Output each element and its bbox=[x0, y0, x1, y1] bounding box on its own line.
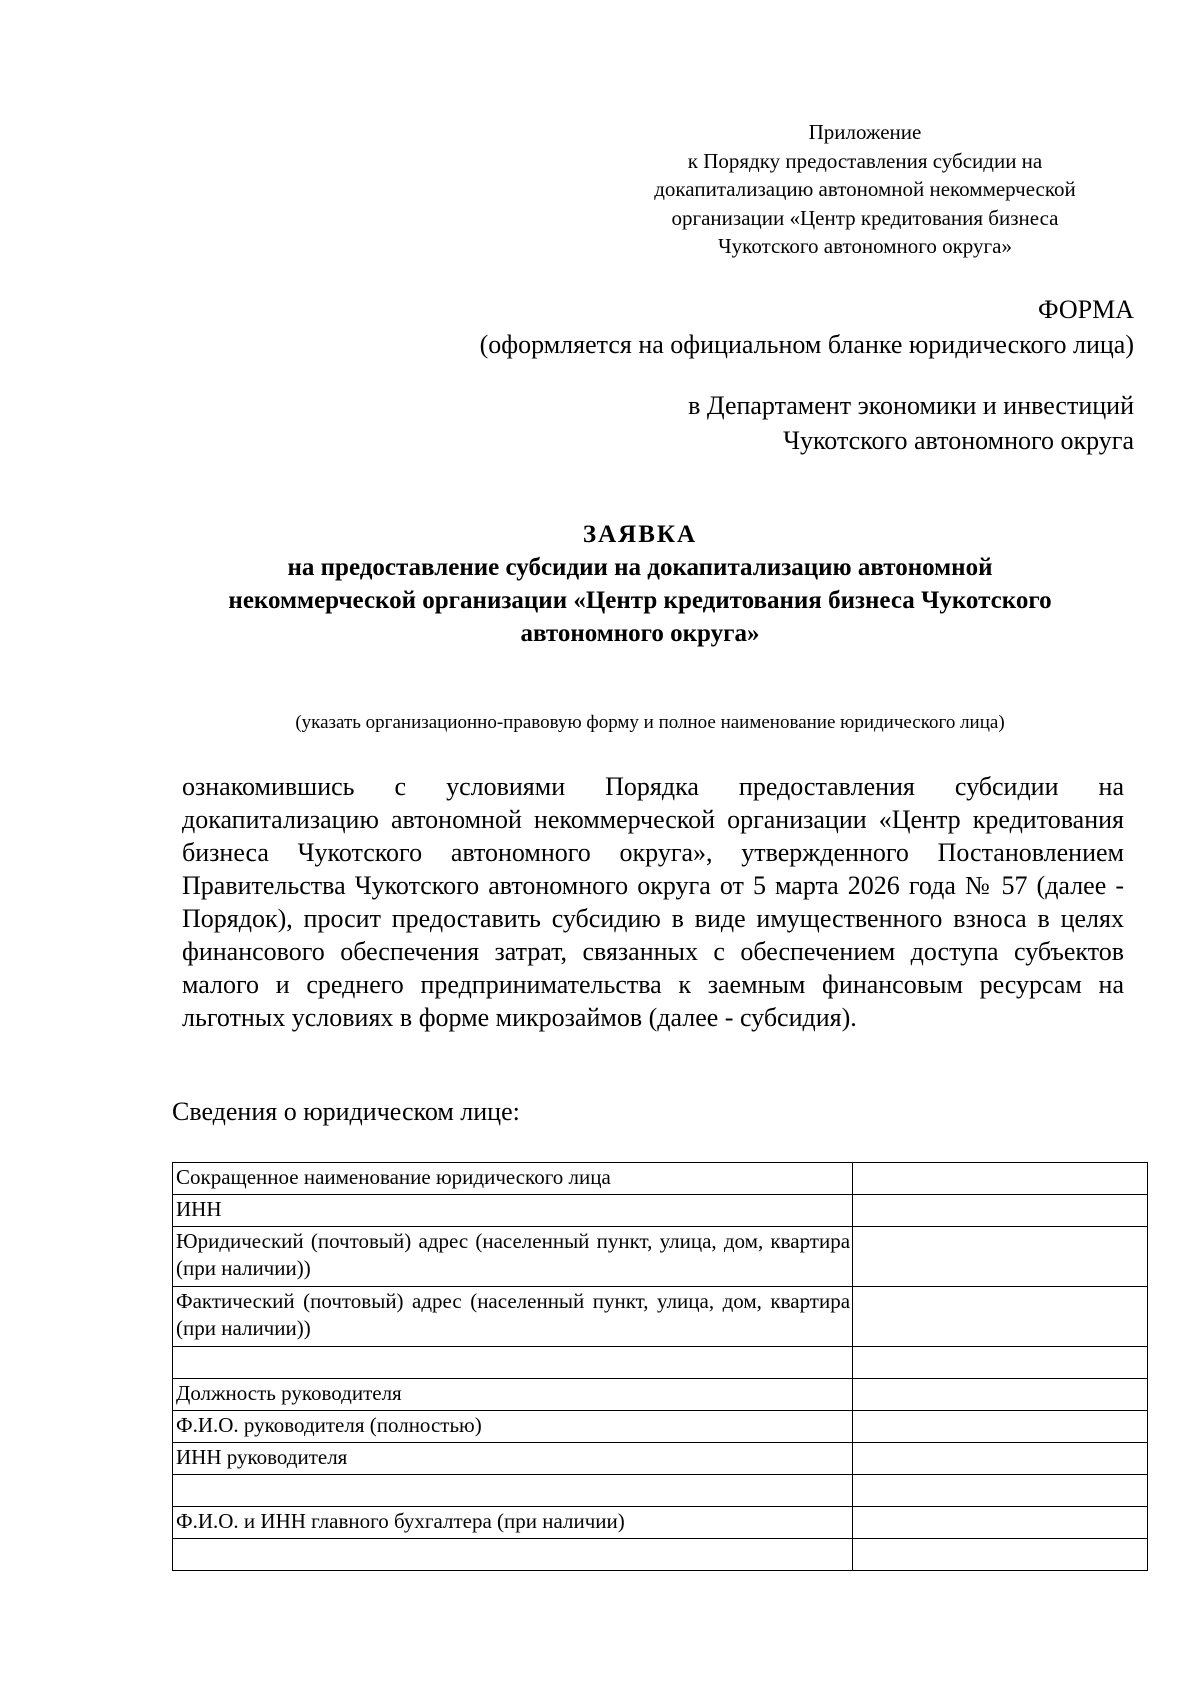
table-row bbox=[173, 1507, 1148, 1539]
row-value-field[interactable] bbox=[853, 1539, 1148, 1571]
row-label: Фактический (почтовый) адрес (населенный пункт, улица, дом, квартира (при наличии)) bbox=[173, 1287, 853, 1347]
table-row bbox=[173, 1379, 1148, 1411]
appendix-line: Чукотского автономного округа» bbox=[718, 234, 1012, 258]
row-label: ИНН bbox=[173, 1195, 853, 1227]
row-value-field[interactable] bbox=[853, 1475, 1148, 1507]
row-value-field[interactable] bbox=[853, 1163, 1148, 1195]
row-label: Юридический (почтовый) адрес (населенный пункт, улица, дом, квартира (при наличии)) bbox=[173, 1227, 853, 1287]
addressee-line: в Департамент экономики и инвестиций bbox=[688, 391, 1134, 420]
table-row bbox=[173, 1347, 1148, 1379]
application-body-text: ознакомившись с условиями Порядка предоставления субсидии на докапитализацию автономной некоммерческой организации «Центр кредитования бизнеса Чукотского автономного округа», утвержденного Постановлением Правительства Чукотского автономного округа от 5 марта 2026 года № 57 (далее - Порядок), просит предоставить субсидию в виде имущественного взноса в целях финансового обеспечения затрат, связанных с обеспечением доступа субъектов малого и среднего предпринимательства к заемным финансовым ресурсам на льготных условиях в форме микрозаймов (далее - субсидия). bbox=[182, 772, 1124, 1032]
row-label: Сокращенное наименование юридического лица bbox=[173, 1163, 853, 1195]
row-value-field[interactable] bbox=[853, 1411, 1148, 1443]
document-title bbox=[150, 518, 1130, 650]
row-value-field[interactable] bbox=[853, 1195, 1148, 1227]
row-label: ИНН руководителя bbox=[173, 1443, 853, 1475]
row-value-field[interactable] bbox=[853, 1443, 1148, 1475]
row-value-field[interactable] bbox=[853, 1227, 1148, 1287]
addressee-line: Чукотского автономного округа bbox=[783, 426, 1134, 455]
table-row bbox=[173, 1227, 1148, 1287]
form-label: ФОРМА bbox=[1038, 295, 1134, 324]
row-label bbox=[173, 1347, 853, 1379]
title-line: на предоставление субсидии на докапитализацию автономной bbox=[287, 554, 993, 581]
entity-name-hint: (указать организационно-правовую форму и полное наименование юридического лица) bbox=[295, 712, 1005, 733]
row-label: Должность руководителя bbox=[173, 1379, 853, 1411]
row-value-field[interactable] bbox=[853, 1347, 1148, 1379]
row-value-field[interactable] bbox=[853, 1507, 1148, 1539]
table-row bbox=[173, 1163, 1148, 1195]
addressee-block bbox=[688, 388, 1134, 458]
row-value-field[interactable] bbox=[853, 1287, 1148, 1347]
appendix-line: докапитализацию автономной некоммерческой bbox=[654, 177, 1076, 201]
appendix-line: к Порядку предоставления субсидии на bbox=[687, 148, 1043, 173]
title-line: автономного округа» bbox=[520, 620, 760, 647]
row-label: Ф.И.О. руководителя (полностью) bbox=[173, 1411, 853, 1443]
title-line: некоммерческой организации «Центр кредитования бизнеса Чукотского bbox=[228, 587, 1052, 614]
row-value-field[interactable] bbox=[853, 1379, 1148, 1411]
form-note: (оформляется на официальном бланке юридического лица) bbox=[479, 330, 1134, 359]
row-label bbox=[173, 1475, 853, 1507]
row-label: Ф.И.О. и ИНН главного бухгалтера (при наличии) bbox=[173, 1507, 853, 1539]
table-row bbox=[173, 1539, 1148, 1571]
appendix-line: организации «Центр кредитования бизнеса bbox=[671, 205, 1059, 230]
table-row bbox=[173, 1287, 1148, 1347]
title-main: ЗАЯВКА bbox=[582, 521, 698, 548]
table-row bbox=[173, 1475, 1148, 1507]
table-row bbox=[173, 1443, 1148, 1475]
table-row bbox=[173, 1195, 1148, 1227]
form-label-block bbox=[480, 292, 1134, 362]
appendix-line: Приложение bbox=[808, 120, 922, 144]
appendix-header bbox=[600, 118, 1130, 261]
section-heading: Сведения о юридическом лице: bbox=[172, 1097, 520, 1126]
row-label bbox=[173, 1539, 853, 1571]
legal-entity-info-table bbox=[172, 1162, 1148, 1571]
table-row bbox=[173, 1411, 1148, 1443]
